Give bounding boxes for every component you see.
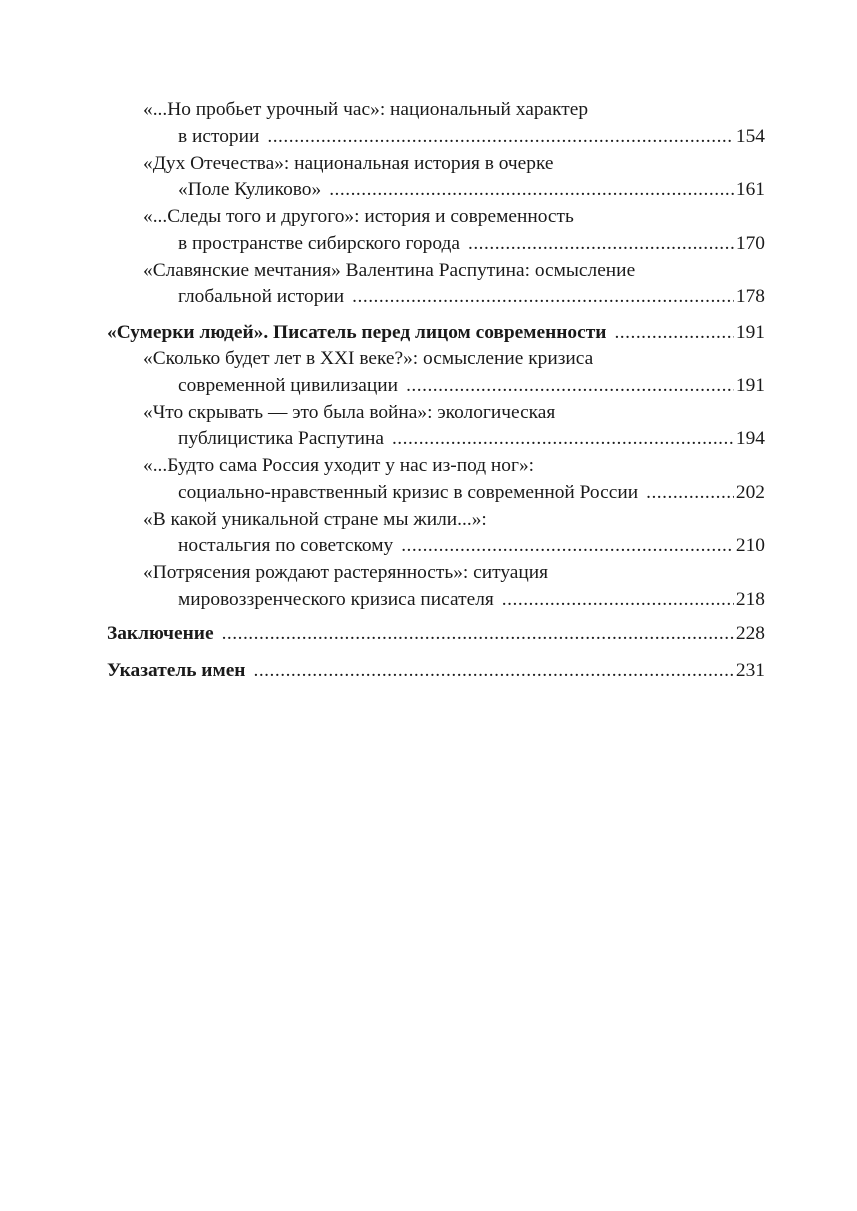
dot-leader xyxy=(392,426,734,453)
toc-entry-title-continued: в истории xyxy=(178,125,260,147)
page-number: 231 xyxy=(735,659,765,681)
dot-leader xyxy=(222,621,734,648)
toc-entry-title: «В какой уникальной стране мы жили...»: xyxy=(143,508,487,530)
toc-entry-title-continued: в пространстве сибирского города xyxy=(178,232,460,254)
toc-chapter-conclusion xyxy=(107,621,765,648)
toc-entry-title: «Сколько будет лет в XXI веке?»: осмысление кризиса xyxy=(143,348,594,369)
toc-entry-unique-country xyxy=(107,507,765,560)
toc-entry-russia-leaving xyxy=(107,453,765,506)
page-number: 161 xyxy=(735,179,765,200)
toc-entry-national-character xyxy=(107,97,765,150)
toc-entry-title-continued: современной цивилизации xyxy=(178,374,399,396)
table-of-contents xyxy=(107,97,765,684)
toc-chapter-title: Указатель имен xyxy=(107,659,246,681)
toc-entry-title: «Дух Отечества»: национальная история в очерке xyxy=(143,152,554,174)
toc-entry-title-continued: «Поле Куликово» xyxy=(178,179,322,200)
toc-entry-21st-century xyxy=(107,346,765,399)
dot-leader xyxy=(406,373,734,400)
page-number: 218 xyxy=(735,588,765,610)
page-number: 170 xyxy=(735,232,765,254)
toc-entry-spirit-of-fatherland xyxy=(107,151,765,204)
page-number: 202 xyxy=(735,481,765,503)
dot-leader xyxy=(329,177,734,204)
toc-entry-title: «...Но пробьет урочный час»: национальный характер xyxy=(143,99,589,120)
toc-entry-shocks xyxy=(107,560,765,613)
toc-entry-title-continued: социально-нравственный кризис в современной России xyxy=(178,481,639,503)
toc-entry-title-continued: глобальной истории xyxy=(178,286,345,307)
dot-leader xyxy=(401,533,734,560)
toc-chapter-title: Заключение xyxy=(107,623,214,644)
toc-entry-title: «...Следы того и другого»: история и современность xyxy=(143,206,574,227)
toc-entry-war xyxy=(107,400,765,453)
page-number: 228 xyxy=(735,623,765,644)
toc-entry-title-continued: ностальгия по советскому xyxy=(178,535,394,556)
toc-entry-title: «Славянские мечтания» Валентина Распутина: осмысление xyxy=(143,259,636,281)
toc-entry-title-continued: мировоззренческого кризиса писателя xyxy=(178,588,494,610)
toc-chapter-name-index xyxy=(107,658,765,685)
page-number: 194 xyxy=(735,428,765,449)
toc-chapter-title: «Сумерки людей». Писатель перед лицом современности xyxy=(107,321,607,343)
dot-leader xyxy=(267,124,734,151)
page-number: 191 xyxy=(735,321,765,343)
dot-leader xyxy=(646,480,734,507)
toc-entry-slavic-dreams xyxy=(107,258,765,311)
page-number: 154 xyxy=(735,125,765,147)
toc-entry-traces xyxy=(107,204,765,257)
page-number: 191 xyxy=(735,374,765,396)
toc-chapter-twilight-of-people xyxy=(107,320,765,347)
toc-entry-title: «Потрясения рождают растерянность»: ситуация xyxy=(143,562,549,583)
toc-entry-title: «Что скрывать — это была война»: экологическая xyxy=(143,401,556,423)
dot-leader xyxy=(614,320,733,347)
toc-entry-title: «...Будто сама Россия уходит у нас из-под ног»: xyxy=(143,455,535,476)
dot-leader xyxy=(352,284,734,311)
page-number: 178 xyxy=(735,286,765,307)
dot-leader xyxy=(253,658,733,685)
toc-entry-title-continued: публицистика Распутина xyxy=(178,428,384,449)
dot-leader xyxy=(502,587,734,614)
page-number: 210 xyxy=(735,535,765,556)
dot-leader xyxy=(468,231,734,258)
